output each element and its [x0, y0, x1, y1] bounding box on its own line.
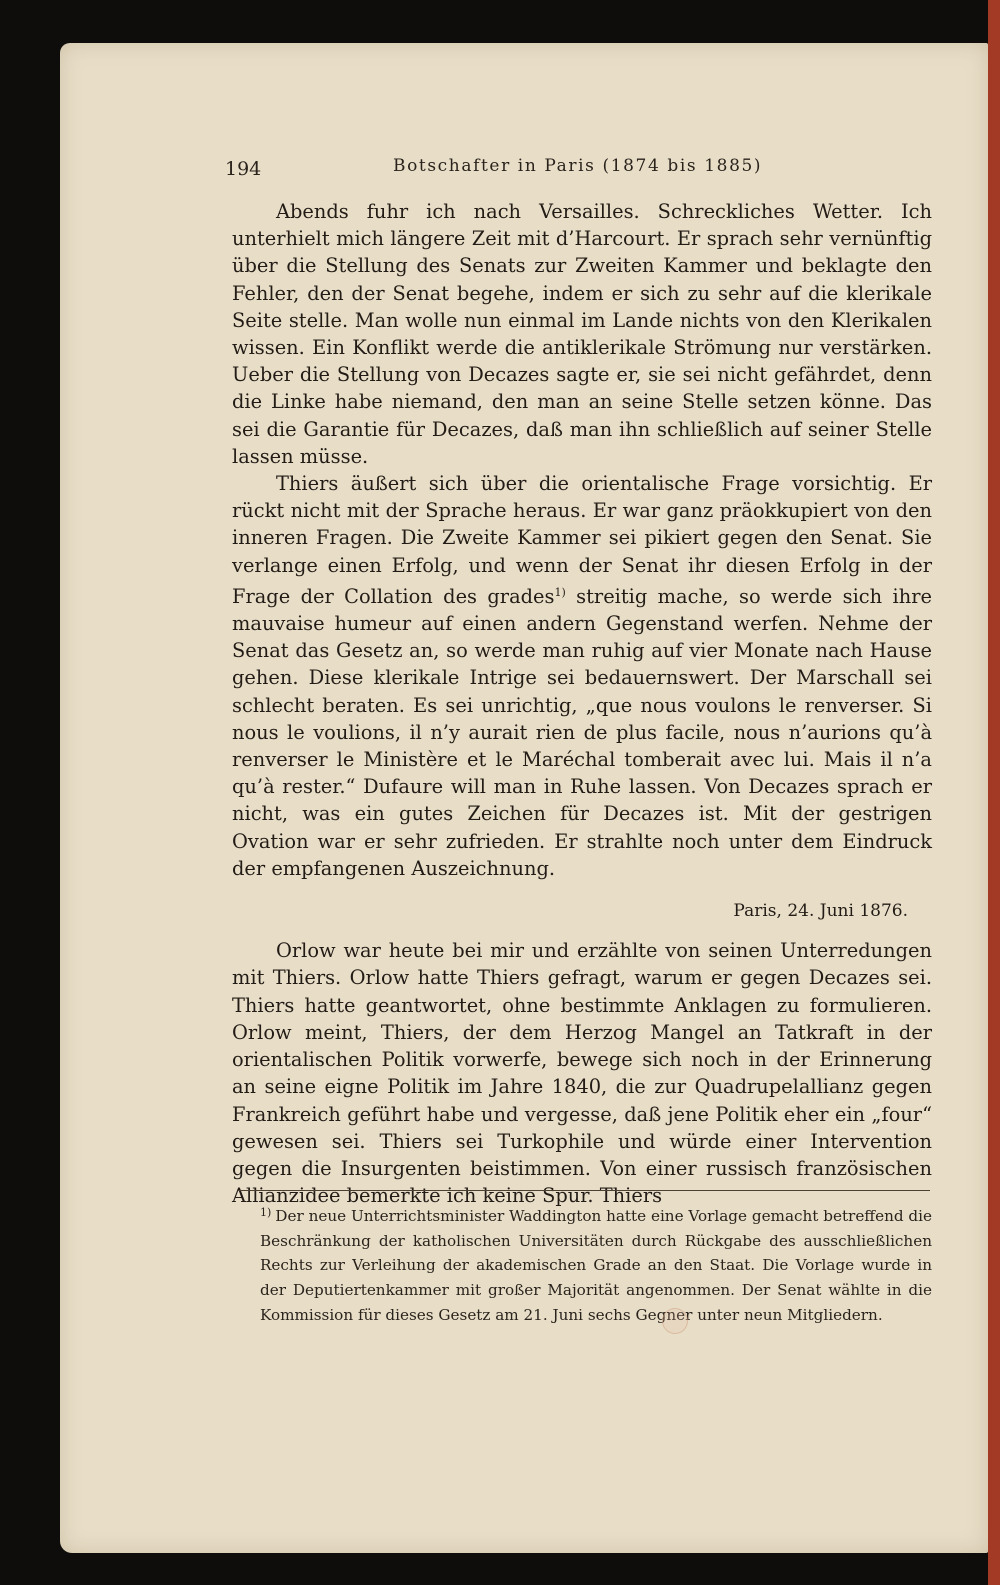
paragraph-orlow: Orlow war heute bei mir und erzählte von seinen Unterredungen mit Thiers. Orlow hatte Thiers gefragt, warum er gegen Decazes sei. Thiers hatte geantwortet, ohne bestimmte Anklagen zu formulieren. Orlow meint, Thiers, der dem Herzog Mangel an Tatkraft in der orientalischen Politik vorwerfe, bewege sich noch in der Erinnerung an seine eigne Politik im Jahre 1840, die zur Quadrupelallianz gegen Frankreich geführt habe und vergesse, daß jene Politik eher ein „four“ gewesen sei. Thiers sei Turkophile und würde einer Intervention gegen die Insurgenten beistimmen. Von einer russisch französischen Allianzidee bemerkte ich keine Spur. Thiers	[232, 939, 932, 1208]
paragraph-versailles: Abends fuhr ich nach Versailles. Schreckliches Wetter. Ich unterhielt mich längere Zeit mit d’Harcourt. Er sprach sehr vernünftig über die Stellung des Senats zur Zweiten Kammer und beklagte den Fehler, den der Senat begehe, indem er sich zu sehr auf die klerikale Seite stelle. Man wolle nun einmal im Lande nichts von den Klerikalen wissen. Ein Konflikt werde die antiklerikale Strömung nur verstärken. Ueber die Stellung von Decazes sagte er, sie sei nicht gefährdet, denn die Linke habe niemand, den man an seine Stelle setzen könne. Das sei die Garantie für Decazes, daß man ihn schließlich auf seiner Stelle lassen müsse.	[232, 200, 932, 468]
paper-stain	[662, 1308, 688, 1334]
page-header	[225, 152, 940, 182]
running-head: Botschafter in Paris (1874 bis 1885)	[393, 156, 763, 176]
paragraph-thiers-part-2: streitig mache, so werde sich ihre mauvaise humeur auf einen andern Gegenstand werfen. Nehme der Senat das Gesetz an, so werde man ruhig auf vier Monate nach Hause gehen. Diese klerikale Intrige sei bedauernswert. Der Marschall sei schlecht beraten. Es sei unrichtig, „que nous voulons le renverser. Si nous le voulions, il n’y aurait rien de plus facile, nous n’aurions qu’à renverser le Ministère et le Maréchal tomberait avec lui. Mais il n’a qu’à rester.“ Dufaure will man in Ruhe lassen. Von Decazes sprach er nicht, was ein gutes Zeichen für Decazes ist. Mit der gestrigen Ovation war er sehr zufrieden. Er strahlte noch unter dem Eindruck der empfangenen Auszeichnung.	[232, 584, 932, 880]
main-text	[232, 198, 932, 1209]
footnote-marker: 1)	[260, 1206, 272, 1219]
footnote-reference: 1)	[554, 585, 566, 599]
paragraph-thiers-part-1: Thiers äußert sich über die orientalische Frage vorsichtig. Er rückt nicht mit der Sprache heraus. Er war ganz präokkupiert von den inneren Fragen. Die Zweite Kammer sei pikiert gegen den Senat. Sie verlange einen Erfolg, und wenn der Senat ihr diesen Erfolg in der Frage der Collation des grades	[232, 472, 932, 608]
footnote	[260, 1201, 932, 1328]
book-spine-edge	[988, 0, 1000, 1585]
footnote-divider	[238, 1190, 930, 1191]
dateline: Paris, 24. Juni 1876.	[733, 901, 908, 922]
paragraph-thiers	[232, 470, 932, 882]
footnote-text: Der neue Unterrichtsminister Waddington hatte eine Vorlage gemacht betreffend die Beschränkung der katholischen Universitäten durch Rückgabe des ausschließlichen Rechts zur Verleihung der akademischen Grade an den Staat. Die Vorlage wurde in der Deputiertenkammer mit großer Majorität angenommen. Der Senat wählte in die Kommission für dieses Gesetz am 21. Juni sechs Gegner unter neun Mitgliedern.	[260, 1207, 932, 1324]
page-number: 194	[225, 158, 262, 180]
